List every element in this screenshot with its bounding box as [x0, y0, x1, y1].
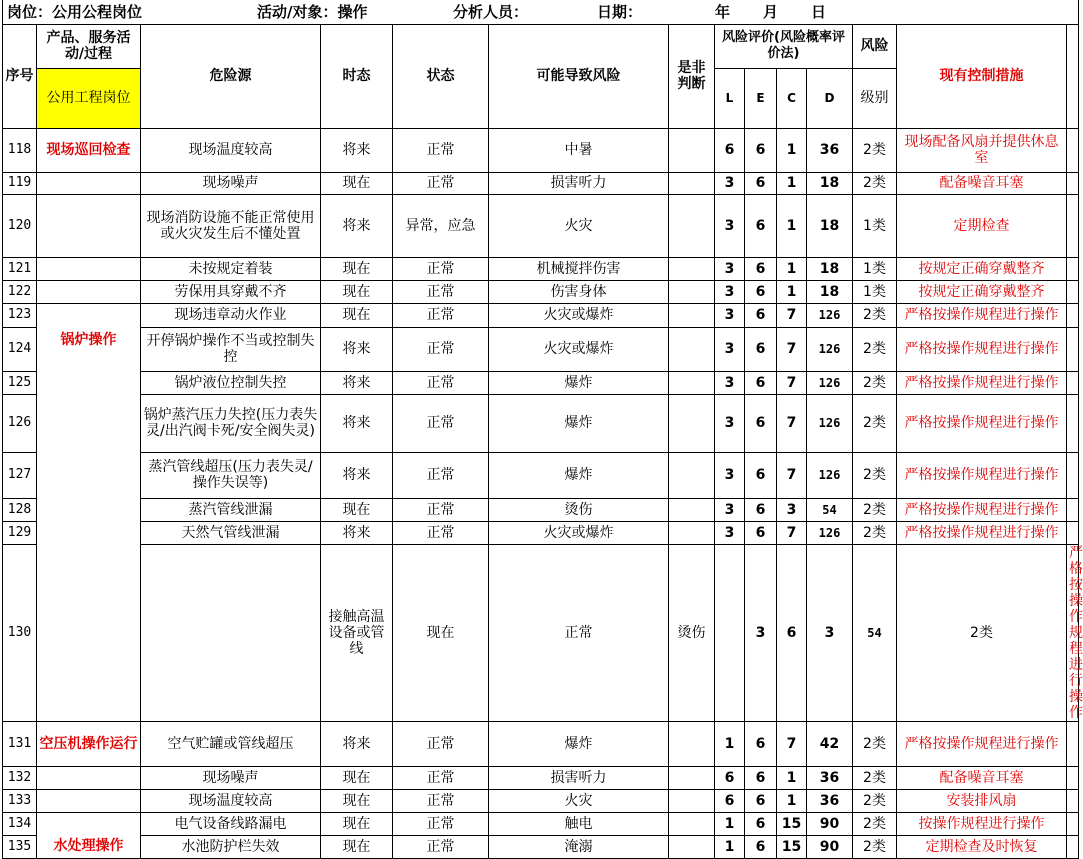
- row-no: 120: [3, 194, 37, 257]
- header-hazard: 危险源: [141, 24, 321, 128]
- row-level: 2类: [853, 371, 897, 394]
- row-level: 2类: [853, 521, 897, 544]
- row-no: 128: [3, 498, 37, 521]
- row-C: 3: [777, 498, 807, 521]
- row-level: 2类: [853, 812, 897, 835]
- row-D: 18: [807, 194, 853, 257]
- row-C: 15: [777, 835, 807, 858]
- table-row: [3, 194, 1079, 257]
- row-control: 定期检查: [897, 194, 1067, 257]
- row-hazard: 现场噪声: [141, 766, 321, 789]
- row-level: 2类: [853, 766, 897, 789]
- header-control: 现有控制措施: [897, 24, 1067, 128]
- row-L: 3: [715, 394, 745, 452]
- row-level: 1类: [853, 257, 897, 280]
- row-L: 3: [715, 498, 745, 521]
- row-control: 安装排风扇: [897, 789, 1067, 812]
- row-state: 正常: [393, 327, 489, 371]
- row-C: 1: [777, 128, 807, 172]
- risk-assessment-table: [2, 0, 1083, 859]
- row-control: 严格按操作规程进行操作: [897, 721, 1067, 766]
- row-C: 1: [777, 172, 807, 194]
- row-hazard: 锅炉液位控制失控: [141, 371, 321, 394]
- row-L: 3: [715, 327, 745, 371]
- row-hazard: 空气贮罐或管线超压: [141, 721, 321, 766]
- table-row: [3, 257, 1079, 280]
- row-tense: 将来: [321, 452, 393, 498]
- row-no: 123: [3, 303, 37, 327]
- row-E: 6: [745, 371, 777, 394]
- row-hazard: 水池防护栏失效: [141, 835, 321, 858]
- row-risk: 火灾或爆炸: [489, 327, 669, 371]
- row-D: 126: [807, 371, 853, 394]
- row-D: 36: [807, 128, 853, 172]
- row-C: 7: [777, 394, 807, 452]
- row-C: 7: [777, 721, 807, 766]
- table-row: [3, 394, 1079, 452]
- row-state: 正常: [393, 257, 489, 280]
- row-L: 3: [715, 303, 745, 327]
- row-level: 2类: [853, 303, 897, 327]
- row-state: 正常: [393, 721, 489, 766]
- row-tense: 将来: [321, 194, 393, 257]
- table-row: [3, 544, 1079, 721]
- row-tense: 将来: [321, 128, 393, 172]
- row-level: 2类: [853, 498, 897, 521]
- row-D: 18: [807, 280, 853, 303]
- header-state: 状态: [393, 24, 489, 128]
- row-D: 42: [807, 721, 853, 766]
- row-C: 15: [777, 812, 807, 835]
- row-control: 严格按操作规程进行操作: [897, 498, 1067, 521]
- row-control: 按规定正确穿戴整齐: [897, 280, 1067, 303]
- row-L: 3: [715, 521, 745, 544]
- header-judge: 是非判断: [669, 24, 715, 128]
- row-C: 7: [777, 521, 807, 544]
- date-month: 月: [763, 2, 779, 21]
- row-control: 按规定正确穿戴整齐: [897, 257, 1067, 280]
- row-no: 130: [3, 544, 37, 721]
- row-C: 1: [777, 766, 807, 789]
- row-level: 2类: [853, 394, 897, 452]
- row-L: 3: [715, 452, 745, 498]
- row-level: 2类: [853, 721, 897, 766]
- group-boiler: 锅炉操作: [37, 303, 141, 721]
- row-E: 6: [745, 452, 777, 498]
- row-no: 125: [3, 371, 37, 394]
- row-D: 126: [807, 327, 853, 371]
- row-control: 配备噪音耳塞: [897, 172, 1067, 194]
- row-no: 134: [3, 812, 37, 835]
- row-E: 6: [745, 498, 777, 521]
- row-hazard: 现场温度较高: [141, 128, 321, 172]
- row-tense: 现在: [321, 257, 393, 280]
- row-no: 135: [3, 835, 37, 858]
- row-C: 7: [777, 303, 807, 327]
- row-hazard: 电气设备线路漏电: [141, 812, 321, 835]
- row-D: 36: [807, 766, 853, 789]
- row-risk: 中暑: [489, 128, 669, 172]
- row-L: 6: [715, 789, 745, 812]
- date-day: 日: [811, 2, 827, 21]
- row-control: 严格按操作规程进行操作: [897, 394, 1067, 452]
- date-label: 日期：: [597, 2, 643, 21]
- table-row: [3, 721, 1079, 766]
- row-tense: 现在: [321, 172, 393, 194]
- row-level: 2类: [853, 789, 897, 812]
- row-level: 2类: [897, 544, 1067, 721]
- row-control: 严格按操作规程进行操作: [897, 452, 1067, 498]
- row-L: 3: [715, 194, 745, 257]
- row-risk: 机械搅拌伤害: [489, 257, 669, 280]
- header-process: 产品、服务活动/过程: [37, 24, 141, 68]
- table-row: [3, 280, 1079, 303]
- group-patrol: 现场巡回检查: [37, 128, 141, 172]
- row-E: 6: [745, 172, 777, 194]
- group-compressor: 空压机操作运行: [37, 721, 141, 766]
- row-state: 正常: [393, 371, 489, 394]
- row-state: 正常: [393, 498, 489, 521]
- row-risk: 损害听力: [489, 766, 669, 789]
- row-hazard: 现场违章动火作业: [141, 303, 321, 327]
- header-tense: 时态: [321, 24, 393, 128]
- row-L: 3: [715, 257, 745, 280]
- row-C: 7: [777, 327, 807, 371]
- row-C: 7: [777, 452, 807, 498]
- row-risk: 爆炸: [489, 721, 669, 766]
- row-risk: 烫伤: [489, 498, 669, 521]
- row-hazard: 开停锅炉操作不当或控制失控: [141, 327, 321, 371]
- header-risk: 可能导致风险: [489, 24, 669, 128]
- row-L: 1: [715, 721, 745, 766]
- row-no: 126: [3, 394, 37, 452]
- row-risk: 损害听力: [489, 172, 669, 194]
- row-D: 54: [853, 544, 897, 721]
- table-row: [3, 789, 1079, 812]
- row-no: 133: [3, 789, 37, 812]
- row-D: 90: [807, 812, 853, 835]
- row-risk: 烫伤: [669, 544, 715, 721]
- row-tense: 现在: [321, 280, 393, 303]
- row-no: 129: [3, 521, 37, 544]
- row-risk: 伤害身体: [489, 280, 669, 303]
- row-state: 正常: [393, 789, 489, 812]
- row-tense: 现在: [321, 835, 393, 858]
- row-state: 正常: [393, 812, 489, 835]
- row-control: 按操作规程进行操作: [897, 812, 1067, 835]
- table-row: [3, 521, 1079, 544]
- row-hazard: 锅炉蒸汽压力失控(压力表失灵/出汽阀卡死/安全阀失灵): [141, 394, 321, 452]
- row-control: 配备噪音耳塞: [897, 766, 1067, 789]
- activity-title: 活动/对象：操作: [257, 2, 368, 21]
- row-hazard: 接触高温设备或管线: [321, 544, 393, 721]
- row-control: 严格按操作规程进行操作: [897, 371, 1067, 394]
- row-E: 6: [745, 766, 777, 789]
- row-D: 36: [807, 789, 853, 812]
- row-C: 1: [777, 789, 807, 812]
- row-risk: 爆炸: [489, 371, 669, 394]
- row-no: 119: [3, 172, 37, 194]
- row-L: 1: [715, 812, 745, 835]
- row-no: 124: [3, 327, 37, 371]
- title-cell: [3, 0, 1079, 24]
- row-state: 正常: [393, 280, 489, 303]
- row-E: 6: [745, 327, 777, 371]
- row-E: 6: [745, 812, 777, 835]
- row-D: 18: [807, 257, 853, 280]
- row-E: 6: [745, 721, 777, 766]
- row-state: 正常: [393, 452, 489, 498]
- row-state: 正常: [489, 544, 669, 721]
- row-C: 1: [777, 257, 807, 280]
- header-D: D: [807, 68, 853, 128]
- row-level: 1类: [853, 194, 897, 257]
- row-E: 6: [745, 789, 777, 812]
- row-hazard: 现场消防设施不能正常使用或火灾发生后不懂处置: [141, 194, 321, 257]
- row-state: 正常: [393, 394, 489, 452]
- row-tense: 现在: [321, 498, 393, 521]
- date-year: 年: [715, 2, 731, 21]
- row-D: 18: [807, 172, 853, 194]
- group-water: 水处理操作: [37, 812, 141, 858]
- row-judge: [669, 128, 715, 172]
- table-row: [3, 835, 1079, 858]
- row-tense: 将来: [321, 394, 393, 452]
- row-risk: 火灾或爆炸: [489, 303, 669, 327]
- row-E: 6: [745, 394, 777, 452]
- row-tense: 现在: [393, 544, 489, 721]
- row-no: 127: [3, 452, 37, 498]
- row-hazard: 蒸汽管线超压(压力表失灵/操作失误等): [141, 452, 321, 498]
- row-control: 定期检查及时恢复: [897, 835, 1067, 858]
- row-level: 2类: [853, 327, 897, 371]
- row-E: 6: [745, 303, 777, 327]
- table-row: [3, 812, 1079, 835]
- row-L: 1: [715, 835, 745, 858]
- row-E: 6: [745, 257, 777, 280]
- row-state: 正常: [393, 835, 489, 858]
- row-L: 3: [715, 371, 745, 394]
- table-row: [3, 303, 1079, 327]
- row-E: 6: [745, 194, 777, 257]
- row-hazard: 蒸汽管线泄漏: [141, 498, 321, 521]
- row-level: 2类: [853, 128, 897, 172]
- row-risk: 触电: [489, 812, 669, 835]
- row-state: 正常: [393, 303, 489, 327]
- row-D: 54: [807, 498, 853, 521]
- row-risk: 火灾: [489, 789, 669, 812]
- title-row: [3, 0, 1079, 24]
- header-no: 序号: [3, 24, 37, 128]
- row-E: 6: [777, 544, 807, 721]
- row-hazard: 未按规定着装: [141, 257, 321, 280]
- table-row: [3, 452, 1079, 498]
- row-no: 121: [3, 257, 37, 280]
- header-level: 风险: [853, 24, 897, 68]
- row-C: 3: [807, 544, 853, 721]
- row-level: 1类: [853, 280, 897, 303]
- row-L: 3: [715, 280, 745, 303]
- row-C: 7: [777, 371, 807, 394]
- row-tense: 现在: [321, 303, 393, 327]
- row-no: 122: [3, 280, 37, 303]
- table-row: [3, 371, 1079, 394]
- department-label: 公用工程岗位: [37, 68, 141, 128]
- row-no: 131: [3, 721, 37, 766]
- row-hazard: 劳保用具穿戴不齐: [141, 280, 321, 303]
- row-no: 118: [3, 128, 37, 172]
- post-title: 岗位：公用公程岗位: [7, 2, 143, 21]
- table-row: [3, 172, 1079, 194]
- row-risk: 火灾或爆炸: [489, 521, 669, 544]
- header-E: E: [745, 68, 777, 128]
- analyst-title: 分析人员：: [453, 2, 529, 21]
- row-state: 正常: [393, 521, 489, 544]
- table-row: [3, 498, 1079, 521]
- row-state: 正常: [393, 766, 489, 789]
- row-risk: 爆炸: [489, 452, 669, 498]
- row-risk: 淹溺: [489, 835, 669, 858]
- row-control: 严格按操作规程进行操作: [897, 303, 1067, 327]
- table-row: [3, 327, 1079, 371]
- row-L: 6: [715, 766, 745, 789]
- row-hazard: 现场噪声: [141, 172, 321, 194]
- header-L: L: [715, 68, 745, 128]
- table-row: [3, 766, 1079, 789]
- row-level: 2类: [853, 835, 897, 858]
- header-C: C: [777, 68, 807, 128]
- row-hazard: 现场温度较高: [141, 789, 321, 812]
- row-tense: 将来: [321, 521, 393, 544]
- row-D: 126: [807, 521, 853, 544]
- row-control: 现场配备风扇并提供休息室: [897, 128, 1067, 172]
- row-control: 严格按操作规程进行操作: [1067, 544, 1079, 721]
- row-D: 126: [807, 394, 853, 452]
- row-C: 1: [777, 280, 807, 303]
- row-tense: 现在: [321, 812, 393, 835]
- header-extra: [1067, 24, 1079, 128]
- row-tense: 现在: [321, 766, 393, 789]
- row-C: 1: [777, 194, 807, 257]
- row-no: 132: [3, 766, 37, 789]
- row-E: 6: [745, 128, 777, 172]
- row-E: 6: [745, 521, 777, 544]
- header-row: [3, 24, 1079, 68]
- row-control: 严格按操作规程进行操作: [897, 327, 1067, 371]
- row-L: 6: [715, 128, 745, 172]
- row-state: 正常: [393, 128, 489, 172]
- header-level2: 级别: [853, 68, 897, 128]
- row-tense: 现在: [321, 789, 393, 812]
- row-E: 6: [745, 280, 777, 303]
- row-L: 3: [715, 172, 745, 194]
- row-control: 严格按操作规程进行操作: [897, 521, 1067, 544]
- row-D: 126: [807, 452, 853, 498]
- row-level: 2类: [853, 452, 897, 498]
- row-risk: 火灾: [489, 194, 669, 257]
- row-D: 126: [807, 303, 853, 327]
- row-state: 异常，应急: [393, 194, 489, 257]
- row-state: 正常: [393, 172, 489, 194]
- row-tense: 将来: [321, 371, 393, 394]
- row-tense: 将来: [321, 721, 393, 766]
- row-level: 2类: [853, 172, 897, 194]
- row-risk: 爆炸: [489, 394, 669, 452]
- row-hazard: 天然气管线泄漏: [141, 521, 321, 544]
- row-L: 3: [745, 544, 777, 721]
- table-row: [3, 128, 1079, 172]
- row-D: 90: [807, 835, 853, 858]
- header-eval: 风险评价(风险概率评价法): [715, 24, 853, 68]
- row-E: 6: [745, 835, 777, 858]
- row-tense: 将来: [321, 327, 393, 371]
